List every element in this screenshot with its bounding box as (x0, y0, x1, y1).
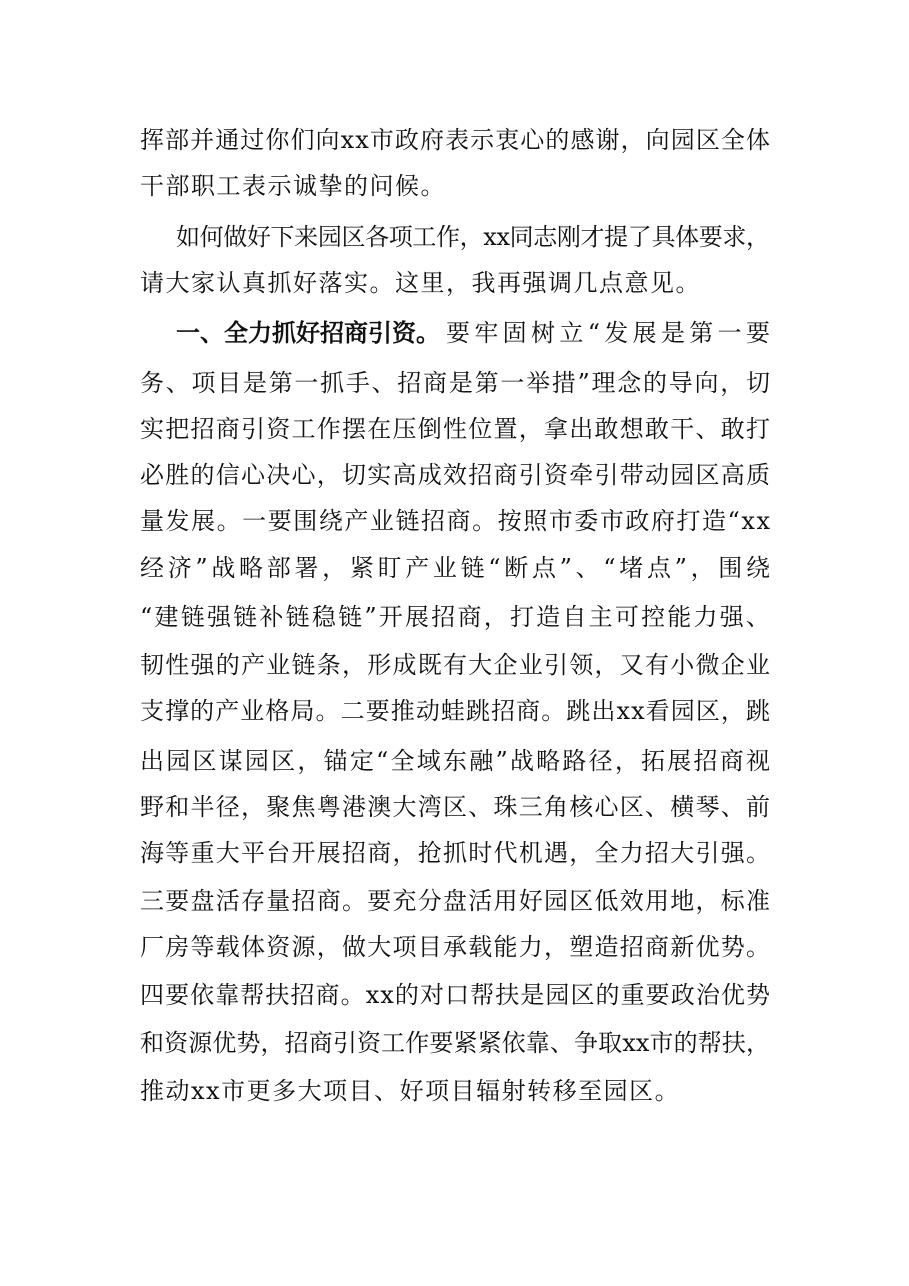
text-line (0, 260, 909, 306)
text-line (0, 784, 909, 830)
text-line (0, 642, 909, 688)
text-line-content: 请大家认真抓好落实。这里，我再强调几点意见。 (140, 269, 701, 297)
text-line (0, 1020, 909, 1066)
text-line-content: 海等重大平台开展招商，抢抓时代机遇，全力招大引强。 (140, 839, 772, 867)
text-line (0, 498, 909, 544)
text-line-content: 韧性强的产业链条，形成既有大企业引领，又有小微企业 (140, 651, 772, 679)
text-line-content: 支撑的产业格局。二要推动蛙跳招商。跳出xx看园区，跳 (140, 697, 772, 725)
text-line-content: 经济”战略部署，紧盯产业链“断点”、“堵点”，围绕 (140, 554, 774, 582)
text-line-content: 推动xx市更多大项目、好项目辐射转移至园区。 (140, 1077, 681, 1105)
text-line-content: 出园区谋园区，锚定“全域东融”战略路径，拓展招商视 (140, 747, 773, 775)
text-line (0, 594, 909, 640)
text-line-content: 量发展。一要围绕产业链招商。按照市委市政府打造“xx (140, 507, 772, 535)
text-line-content: 和资源优势，招商引资工作要紧紧依靠、争取xx市的帮扶， (140, 1029, 771, 1057)
text-line (0, 830, 909, 876)
text-line (0, 688, 909, 734)
text-line-content: 四要依靠帮扶招商。xx的对口帮扶是园区的重要政治优势 (140, 981, 772, 1009)
text-line (0, 117, 909, 163)
text-line (0, 452, 909, 498)
text-line-content: 必胜的信心决心，切实高成效招商引资牵引带动园区高质 (140, 461, 772, 489)
text-line-content: 挥部并通过你们向xx市政府表示衷心的感谢，向园区全体 (140, 126, 772, 154)
text-line (0, 310, 909, 356)
text-line-content: 三要盘活存量招商。要充分盘活用好园区低效用地，标准 (140, 887, 772, 915)
text-line-content: 务、项目是第一抓手、招商是第一举措”理念的导向，切 (140, 369, 772, 397)
text-line-content: 野和半径，聚焦粤港澳大湾区、珠三角核心区、横琴、前 (140, 793, 772, 821)
text-line (0, 972, 909, 1018)
text-line (0, 738, 909, 784)
text-line-content: 要牢固树立“发展是第一要 (446, 319, 775, 347)
text-line-content: “建链强链补链稳链”开展招商，打造自主可控能力强、 (140, 603, 773, 631)
text-line-content: 实把招商引资工作摆在压倒性位置，拿出敢想敢干、敢打 (140, 415, 772, 443)
text-line-content: 厂房等载体资源，做大项目承载能力，塑造招商新优势。 (140, 933, 772, 961)
text-line-content: 如何做好下来园区各项工作，xx同志刚才提了具体要求， (176, 223, 770, 251)
text-line (0, 878, 909, 924)
text-line (0, 360, 909, 406)
section-heading: 一、全力抓好招商引资。 (176, 319, 440, 347)
text-line (0, 163, 909, 209)
text-line (0, 545, 909, 591)
text-line-content: 干部职工表示诚挚的问候。 (140, 172, 446, 200)
text-line (0, 214, 909, 260)
text-line (0, 924, 909, 970)
text-line (0, 406, 909, 452)
text-line (0, 1068, 909, 1114)
